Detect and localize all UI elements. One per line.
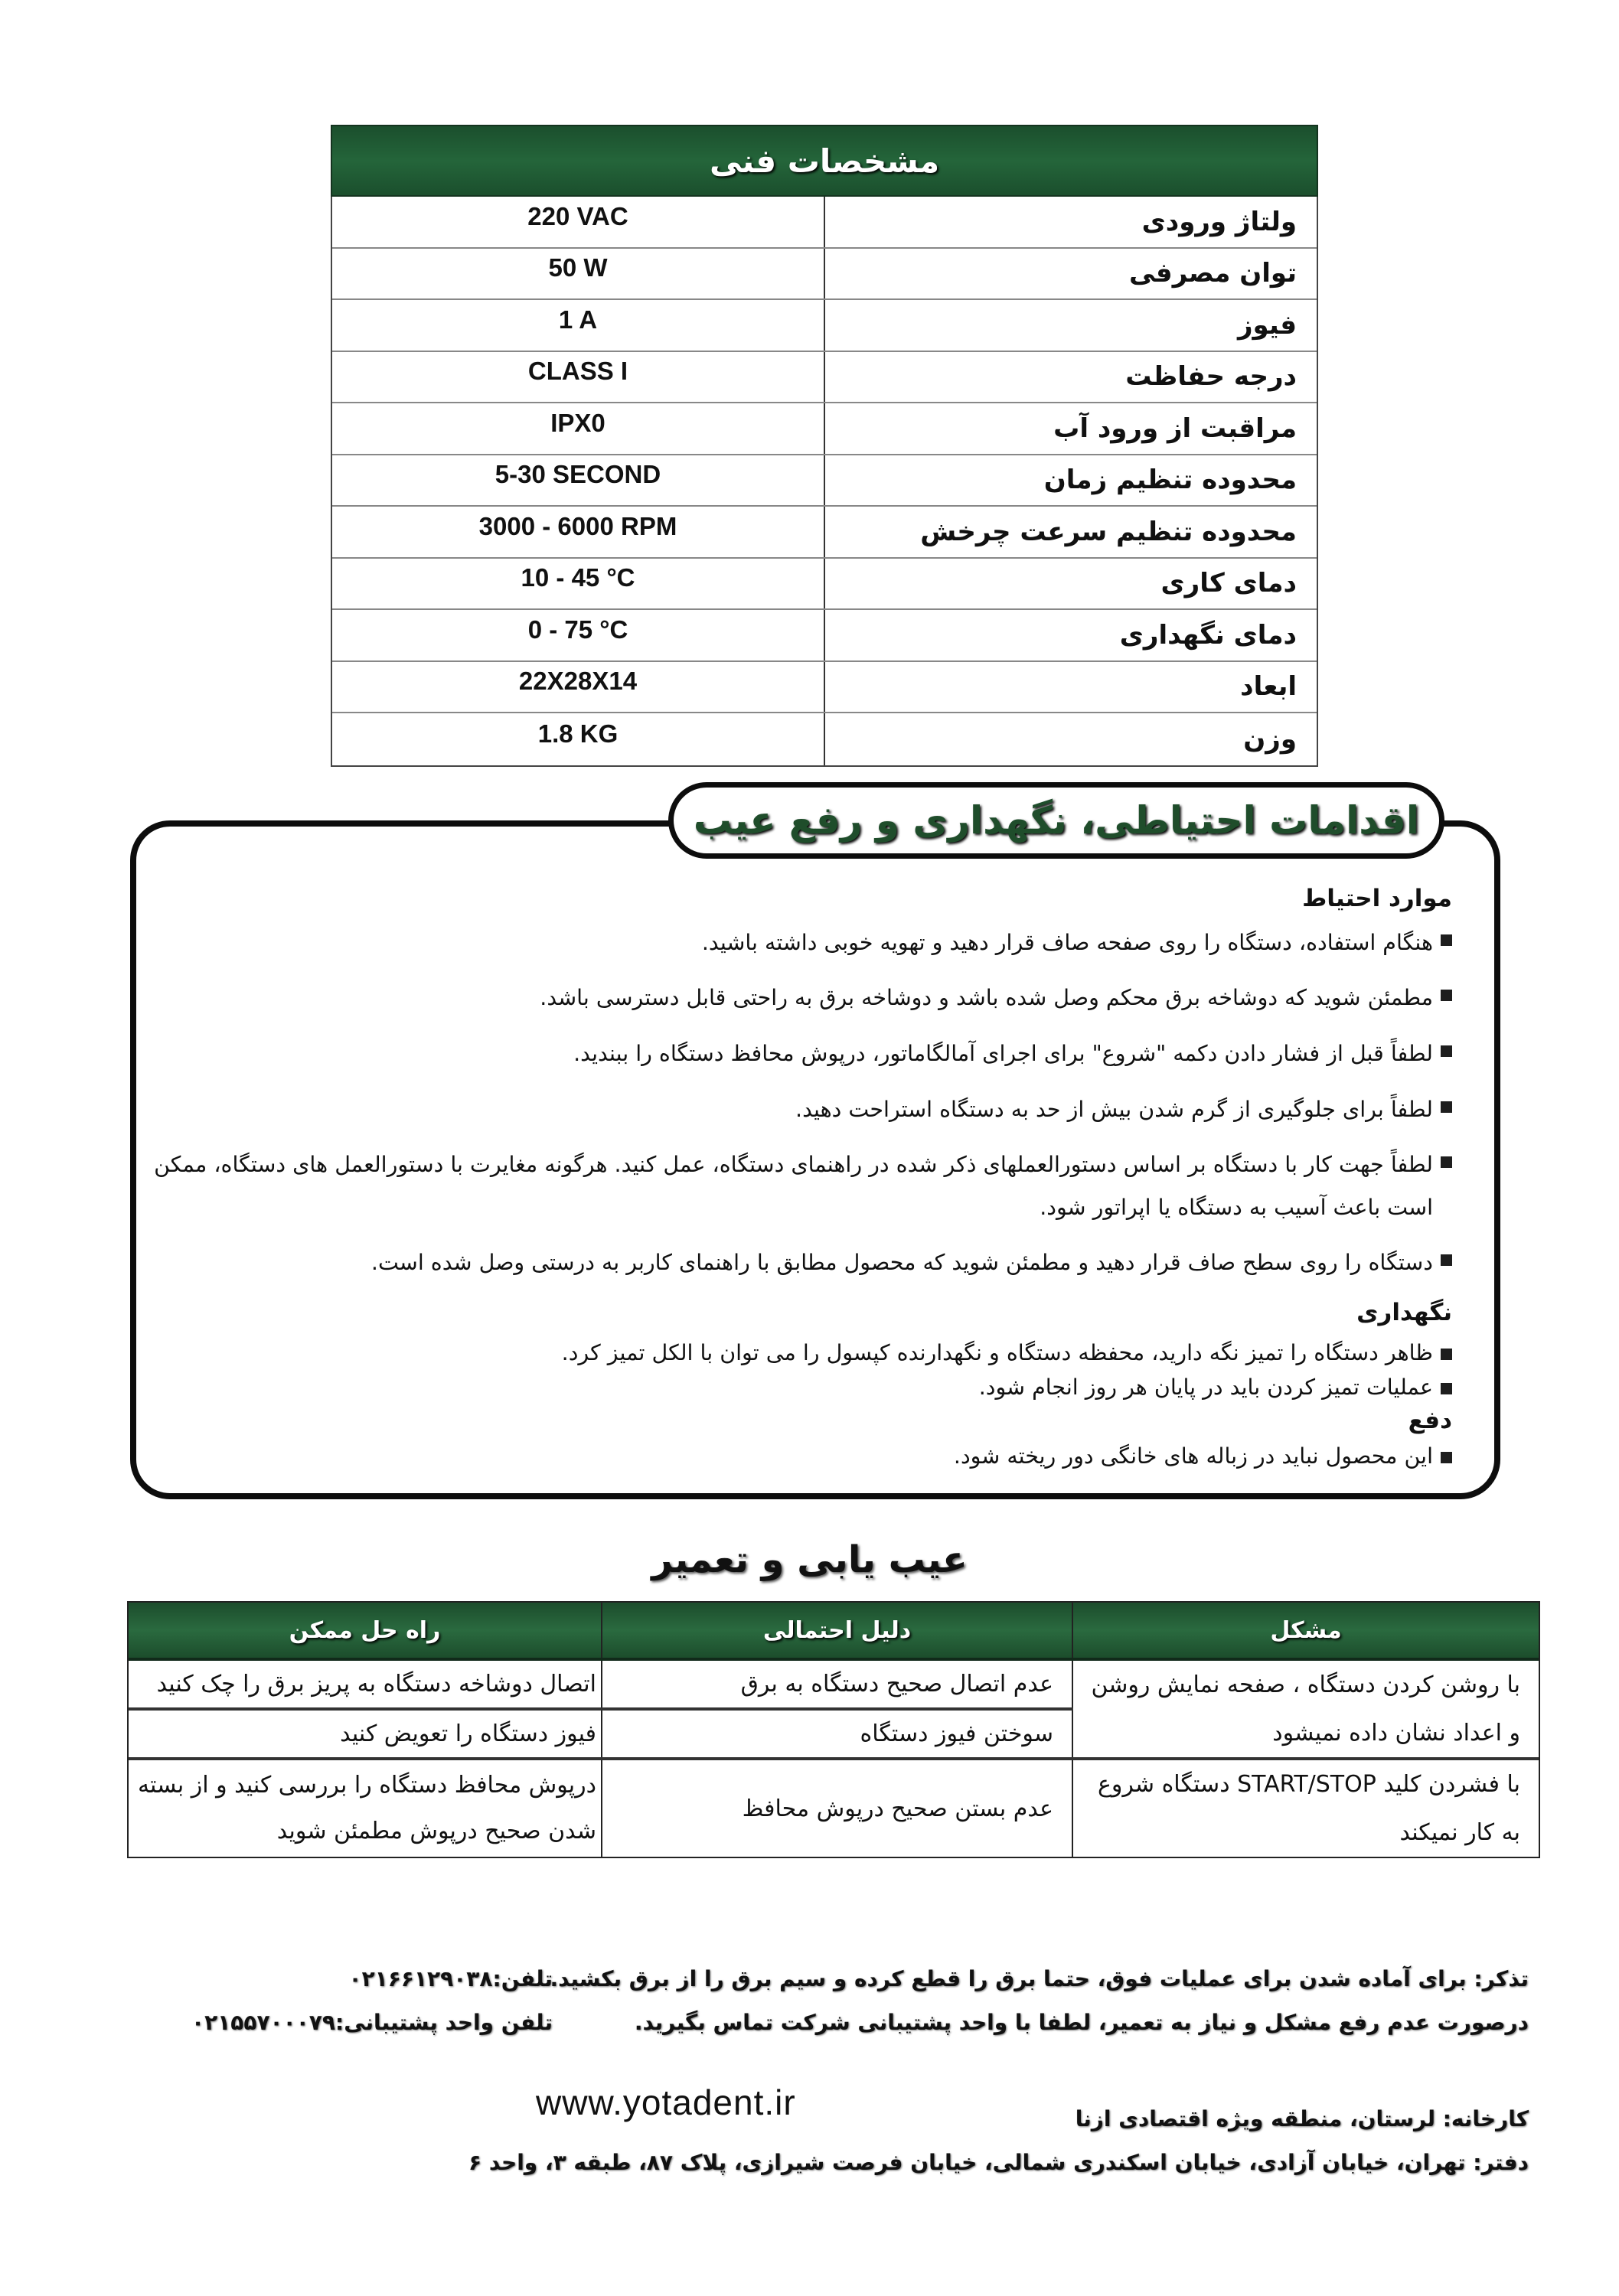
column-header-problem: مشکل xyxy=(1270,1616,1342,1644)
spec-label: محدوده تنظیم سرعت چرخش xyxy=(824,507,1317,557)
square-bullet-icon xyxy=(1441,1383,1452,1394)
list-item-text: لطفاً قبل از فشار دادن دکمه "شروع" برای اجرای آمالگاماتور، درپوش محافظ دستگاه را ببندید. xyxy=(573,1040,1433,1066)
phones-block xyxy=(191,1957,553,2045)
spec-row xyxy=(332,352,1317,404)
spec-row xyxy=(332,300,1317,352)
address-block xyxy=(468,2097,1529,2185)
spec-row xyxy=(332,662,1317,714)
square-bullet-icon xyxy=(1441,1101,1452,1113)
spec-value: CLASS I xyxy=(527,357,628,386)
spec-table-title xyxy=(331,125,1318,197)
solution-cell: فیوز دستگاه را تعویض کنید xyxy=(340,1720,596,1747)
spec-row xyxy=(332,455,1317,507)
list-item-text: این محصول نباید در زباله های خانگی دور ریخته شود. xyxy=(953,1443,1433,1469)
list-item xyxy=(152,1032,1452,1075)
cause-solution-rows xyxy=(129,1661,1073,1757)
spec-label: مراقبت از ورود آب xyxy=(824,403,1317,454)
cause-cell: سوختن فیوز دستگاه xyxy=(601,1711,1073,1757)
list-item xyxy=(152,1370,1452,1405)
spec-value: 220 VAC xyxy=(527,201,628,230)
website-link[interactable]: www.yotadent.ir xyxy=(536,2082,796,2122)
spec-label: فیوز xyxy=(824,300,1317,351)
spec-value: 10 - 45 °C xyxy=(521,563,635,592)
phone-number: تلفن:۰۲۱۶۶۱۲۹۰۳۸ xyxy=(348,1966,553,1991)
spec-row xyxy=(332,559,1317,611)
spec-row xyxy=(332,713,1317,765)
list-item-text: مطمئن شوید که دوشاخه برق محکم وصل شده باشد و دوشاخه برق به راحتی قابل دسترسی باشد. xyxy=(540,985,1433,1011)
list-item xyxy=(152,977,1452,1019)
troubleshooting-table-header xyxy=(129,1603,1539,1661)
office-address: دفتر: تهران، خیابان آزادی، خیابان اسکندری شمالی، خیابان فرصت شیرازی، پلاک ۸۷، طبقه ۳، واحد ۶ xyxy=(468,2150,1529,2176)
spec-value: 22X28X14 xyxy=(518,667,638,696)
care-section-content xyxy=(152,883,1452,1486)
spec-value: 0 - 75 °C xyxy=(527,615,628,644)
spec-label: ولتاژ ورودی xyxy=(824,197,1317,247)
list-item-text: ظاهر دستگاه را تمیز نگه دارید، محفظه دستگاه و نگهدارنده کپسول را می توان با الکل تمیز کرد. xyxy=(561,1339,1433,1365)
spec-row xyxy=(332,507,1317,559)
square-bullet-icon xyxy=(1441,1452,1452,1463)
square-bullet-icon xyxy=(1441,1156,1452,1168)
spec-label: دمای کاری xyxy=(824,559,1317,609)
spec-row xyxy=(332,197,1317,249)
cause-cell: عدم بستن صحیح درپوش محافظ xyxy=(601,1760,1073,1857)
spec-label: ابعاد xyxy=(824,662,1317,713)
list-item xyxy=(152,1336,1452,1371)
list-item xyxy=(152,1143,1452,1228)
solution-cell: اتصال دوشاخه دستگاه به پریز برق را چک کنید xyxy=(156,1670,596,1698)
care-section-title: اقدامات احتیاطی، نگهداری و رفع عیب xyxy=(668,782,1444,859)
factory-address: کارخانه: لرستان، منطقه ویژه اقتصادی ازنا xyxy=(1075,2106,1529,2131)
spec-value: 3000 - 6000 RPM xyxy=(478,511,677,540)
list-item xyxy=(152,1088,1452,1131)
spec-value: 50 W xyxy=(548,253,608,282)
spec-value: 1 A xyxy=(558,305,598,334)
table-row xyxy=(129,1711,1073,1757)
spec-row xyxy=(332,610,1317,662)
spec-table-title-text: مشخصات فنی xyxy=(709,142,940,180)
column-header-solution: راه حل ممکن xyxy=(289,1616,441,1644)
cause-solution-rows xyxy=(129,1760,1073,1857)
disposal-heading: دفع xyxy=(1408,1406,1452,1434)
square-bullet-icon xyxy=(1441,934,1452,946)
list-item-text: هنگام استفاده، دستگاه را روی صفحه صاف قرار دهید و تهویه خوبی داشته باشید. xyxy=(701,929,1433,955)
spec-value: 1.8 KG xyxy=(537,719,619,748)
table-row xyxy=(129,1661,1073,1711)
table-row-group xyxy=(129,1661,1539,1760)
spec-label: محدوده تنظیم زمان xyxy=(824,455,1317,506)
spec-row xyxy=(332,403,1317,455)
list-item-text: لطفاً برای جلوگیری از گرم شدن بیش از حد به دستگاه استراحت دهید. xyxy=(795,1096,1433,1122)
spec-row xyxy=(332,249,1317,301)
spec-label: دمای نگهداری xyxy=(824,610,1317,660)
spec-table xyxy=(331,125,1318,767)
list-item-text: لطفاً جهت کار با دستگاه بر اساس دستورالعملهای ذکر شده در راهنمای دستگاه، عمل کنید. هرگونه مغایرت با دستورالعمل های دستگاه، ممکن است باعث آسیب به دستگاه یا اپراتور شود. xyxy=(154,1152,1433,1220)
square-bullet-icon xyxy=(1441,1254,1452,1266)
problem-cell: با فشردن کلید START/STOP دستگاه شروع به کار نمیکند xyxy=(1097,1771,1520,1846)
notes-block xyxy=(550,1957,1529,2045)
spec-label: درجه حفاظت xyxy=(824,352,1317,403)
column-header-cause: دلیل احتمالی xyxy=(601,1603,1073,1658)
maintenance-heading: نگهداری xyxy=(1356,1298,1452,1326)
square-bullet-icon xyxy=(1441,1045,1452,1057)
list-item xyxy=(152,1439,1452,1474)
troubleshooting-title: عیب یابی و تعمیر xyxy=(651,1538,968,1581)
list-item-text: عملیات تمیز کردن باید در پایان هر روز انجام شود. xyxy=(978,1375,1433,1401)
spec-value: IPX0 xyxy=(550,408,605,437)
table-row xyxy=(129,1760,1073,1857)
care-section-box xyxy=(130,798,1500,1499)
spec-value: 5-30 SECOND xyxy=(495,460,661,489)
problem-cell: با روشن کردن دستگاه ، صفحه نمایش روشن و اعداد نشان داده نمیشود xyxy=(1091,1671,1520,1746)
support-phone-number: تلفن واحد پشتیبانی:۰۲۱۵۵۷۰۰۰۷۹ xyxy=(191,2010,553,2036)
spec-label: وزن xyxy=(824,713,1317,765)
cause-cell: عدم اتصال صحیح دستگاه به برق xyxy=(601,1661,1073,1707)
spec-label: توان مصرفی xyxy=(824,249,1317,299)
list-item xyxy=(152,1241,1452,1284)
list-item xyxy=(152,921,1452,964)
troubleshooting-table xyxy=(127,1601,1540,1858)
square-bullet-icon xyxy=(1441,1349,1452,1360)
precautions-heading: موارد احتیاط xyxy=(1302,885,1452,912)
support-note: درصورت عدم رفع مشکل و نیاز به تعمیر، لطفا با واحد پشتیبانی شرکت تماس بگیرید. xyxy=(634,2010,1529,2036)
table-row-group xyxy=(129,1760,1539,1857)
list-item-text: دستگاه را روی سطح صاف قرار دهید و مطمئن شوید که محصول مطابق با راهنمای کاربر به درستی وصل شده است. xyxy=(370,1250,1433,1276)
square-bullet-icon xyxy=(1441,990,1452,1001)
solution-cell: درپوش محافظ دستگاه را بررسی کنید و از بسته شدن صحیح درپوش مطمئن شوید xyxy=(137,1772,596,1844)
spec-table-body xyxy=(331,197,1318,767)
reminder-note: تذکر: برای آماده شدن برای عملیات فوق، حتما برق را قطع کرده و سیم برق را از برق بکشید. xyxy=(550,1966,1529,1991)
